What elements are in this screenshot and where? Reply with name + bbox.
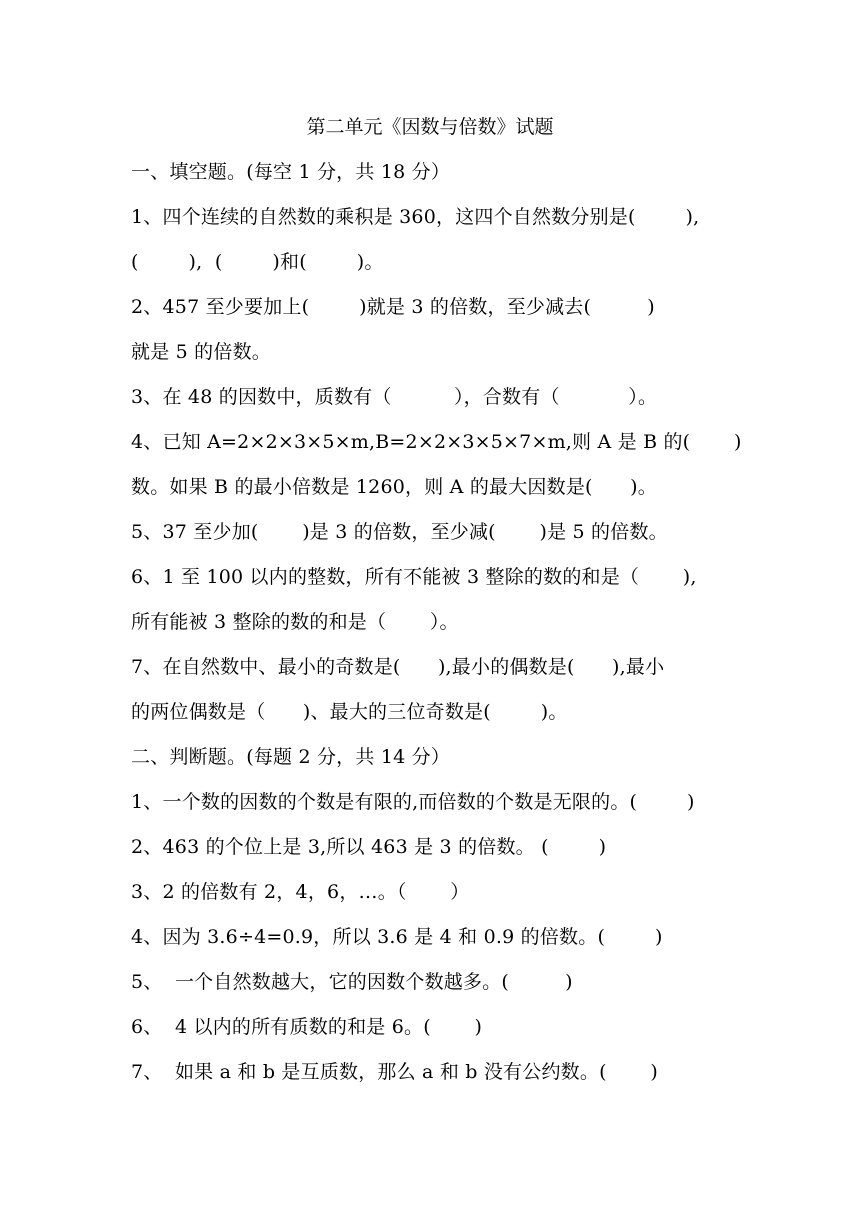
section-heading-true-false: 二、判断题。(每题 2 分，共 14 分）	[131, 746, 451, 768]
question-1-line-1: 1、四个连续的自然数的乘积是 360，这四个自然数分别是( ),	[131, 206, 700, 228]
question-6-line-1: 6、1 至 100 以内的整数，所有不能被 3 整除的数的和是（ ),	[131, 566, 697, 588]
judge-question-4: 4、因为 3.6÷4=0.9，所以 3.6 是 4 和 0.9 的倍数。( )	[131, 926, 663, 948]
judge-question-2: 2、463 的个位上是 3,所以 463 是 3 的倍数。 ( )	[131, 836, 607, 858]
question-1-line-2: ( ), ( )和( )。	[131, 251, 384, 273]
judge-question-7: 7、 如果 a 和 b 是互质数，那么 a 和 b 没有公约数。( )	[131, 1061, 658, 1083]
page-title: 第二单元《因数与倍数》试题	[306, 116, 554, 138]
question-4-line-2: 数。如果 B 的最小倍数是 1260，则 A 的最大因数是( )。	[131, 476, 657, 498]
question-7-line-2: 的两位偶数是（ )、最大的三位奇数是( )。	[131, 701, 568, 723]
question-3: 3、在 48 的因数中，质数有（ ），合数有（ ）。	[131, 386, 658, 408]
judge-question-1: 1、一个数的因数的个数是有限的,而倍数的个数是无限的。( )	[131, 791, 695, 813]
judge-question-5: 5、 一个自然数越大，它的因数个数越多。( )	[131, 971, 573, 993]
question-2-line-2: 就是 5 的倍数。	[131, 341, 271, 363]
question-5: 5、37 至少加( )是 3 的倍数，至少减( )是 5 的倍数。	[131, 521, 668, 543]
judge-question-3: 3、2 的倍数有 2，4，6，…。（ ）	[131, 881, 470, 903]
question-2-line-1: 2、457 至少要加上( )就是 3 的倍数，至少减去( )	[131, 296, 655, 318]
question-4-line-1: 4、已知 A=2×2×3×5×m,B=2×2×3×5×7×m,则 A 是 B 的( )	[131, 431, 742, 453]
question-6-line-2: 所有能被 3 整除的数的和是（ ）。	[131, 611, 459, 633]
question-7-line-1: 7、在自然数中、最小的奇数是( ),最小的偶数是( ),最小	[131, 656, 665, 678]
judge-question-6: 6、 4 以内的所有质数的和是 6。( )	[131, 1016, 483, 1038]
section-heading-fill-blank: 一、填空题。(每空 1 分，共 18 分）	[131, 161, 451, 183]
